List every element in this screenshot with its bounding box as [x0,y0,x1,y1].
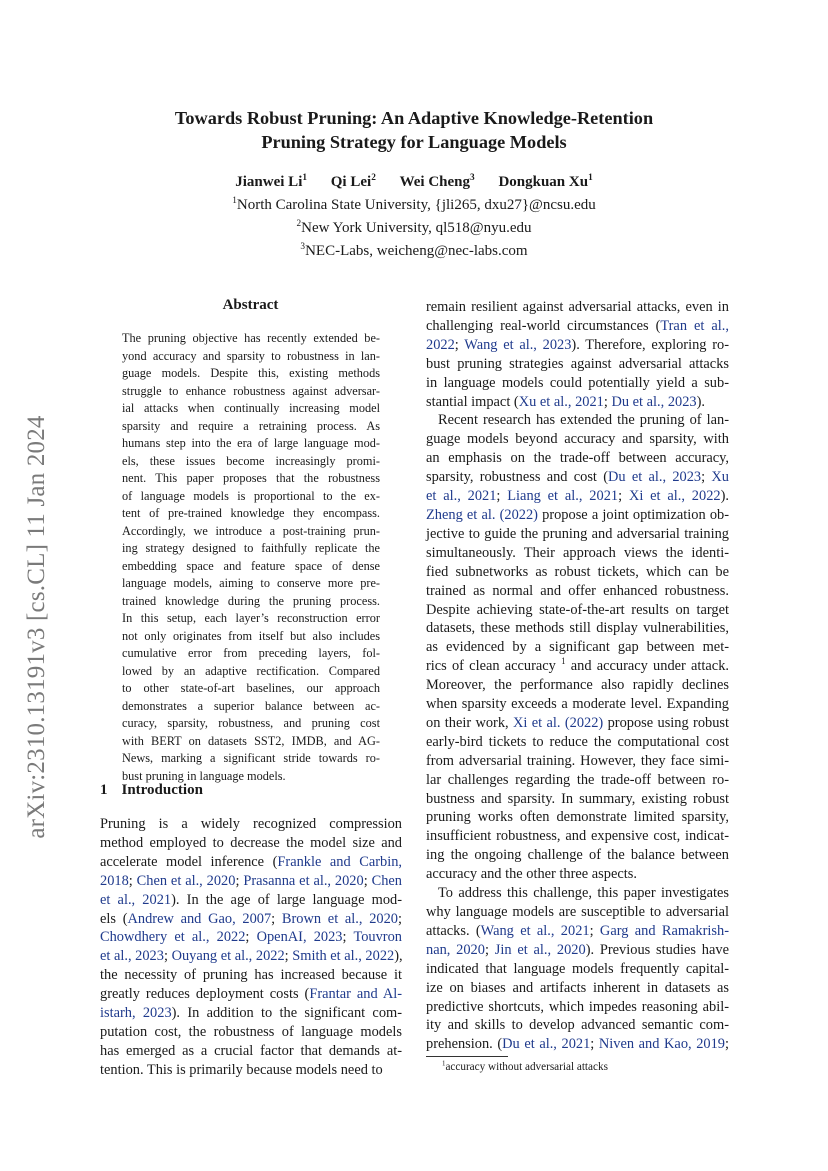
text-segment: ; [603,393,612,410]
text-segment: ; [128,872,137,889]
abstract-line: of language models is proportional to the ex- [122,488,380,503]
citation-link[interactable]: et al., 2021 [100,891,172,908]
text-segment: ; [398,910,402,927]
citation-link[interactable]: Smith et al., 2022 [292,948,395,965]
abstract-line: The pruning objective has recently extended be- [122,331,380,345]
footnote-reference[interactable]: 1 [561,656,566,667]
text-segment: ; [618,488,629,505]
text-segment: bustness and sparsity. In summary, existing robust [426,790,729,807]
citation-link[interactable]: Du et al., 2023 [611,393,697,410]
citation-link[interactable]: Chowdhery et al., 2022 [100,929,246,946]
text-segment: ). [696,393,705,410]
citation-link[interactable]: Wang et al., 2021 [480,922,590,939]
text-segment: early-bird tickets to reduce the computational cost [426,733,729,750]
text-segment: ; [271,910,282,927]
title-line: Pruning Strategy for Language Models [261,132,567,152]
author [400,174,475,190]
text-segment: remain resilient against adversarial attacks, even in [426,299,729,315]
text-line [426,506,729,525]
affiliation-mark: 2 [296,219,302,229]
text-segment: stantial impact ( [426,393,519,410]
affiliation-text: New York University, ql518@nyu.edu [301,220,532,236]
text-line [426,960,729,979]
text-segment: Pruning is a widely recognized compression [100,816,402,832]
text-line [426,582,729,601]
text-segment: method employed to decrease the model size and [100,834,402,851]
text-segment: has emerged as a crucial factor that demands at- [100,1042,402,1059]
text-segment: pruning works often demonstrate limited sparsity, [426,809,729,826]
text-segment: Recent research has extended the pruning of lan- [438,412,729,429]
author-list [100,174,728,191]
text-segment: ), [394,948,403,965]
abstract-line: to other state-of-art baselines, our approach [122,681,380,695]
text-segment: an emphasis on the trade-off between accuracy, [426,450,729,467]
citation-link[interactable]: OpenAI, 2023 [256,929,343,946]
abstract-line: trained knowledge during the pruning process. [122,593,380,608]
citation-link[interactable]: Tran et al., [660,317,729,334]
author [235,174,307,190]
affiliation-text: NEC-Labs, weicheng@nec-labs.com [305,243,528,259]
abstract-line: struggle to enhance robustness against adversar- [122,383,380,398]
text-line [426,998,729,1017]
citation-link[interactable]: 2022 [426,336,455,353]
text-line [426,374,729,393]
text-line [426,317,729,336]
text-line [426,922,729,941]
citation-link[interactable]: Brown et al., 2020 [281,910,398,927]
abstract-line: nent. This paper proposes that the robustness [122,471,380,485]
abstract-line: demonstrates a superior balance between ac- [122,698,380,713]
text-segment: ; [484,941,495,958]
text-line [426,619,729,638]
text-line [426,411,729,430]
text-line [426,884,729,903]
abstract-line: News, marking a significant stride towards ro- [122,751,380,765]
text-line [426,430,729,449]
text-line [100,947,402,966]
text-line [426,657,729,676]
affiliation-mark: 1 [302,173,308,183]
text-segment: accelerate model inference ( [100,853,278,870]
citation-link[interactable]: Chen [371,872,402,889]
author [331,174,376,190]
text-line [100,1004,402,1023]
text-line [426,827,729,846]
text-segment: ; [245,929,257,946]
text-segment: ing the ongoing challenge of the balance between [426,847,729,864]
text-segment: ; [725,1036,729,1053]
citation-link[interactable]: Prasanna et al., 2020 [243,872,364,889]
text-segment: Moreover, the performance also rapidly declines [426,677,729,694]
left-column-text [100,815,402,1080]
text-segment: rics of clean accuracy [426,658,562,675]
text-segment: ). In addition to the significant com- [171,1005,402,1022]
text-segment: in language models could potentially yield a sub- [426,374,729,391]
text-segment: ). In the age of large language mod- [171,891,402,908]
text-segment: challenging real-world circumstances ( [426,317,661,334]
abstract-line: embedding space and feature space of dense [122,558,380,573]
text-line [426,865,729,884]
text-segment: ize on biases and artifacts inherent in datasets as [426,979,729,996]
text-segment: guage models beyond accuracy and sparsity, with [426,431,729,448]
citation-link[interactable]: Andrew and Gao, 2007 [127,910,272,927]
footnote-rule [426,1056,508,1057]
citation-link[interactable]: et al., 2021 [426,488,497,505]
affiliation-mark: 1 [588,173,593,183]
citation-link[interactable]: Frantar and Al- [309,986,403,1003]
abstract-line: ing strategy designed to faithfully replicate the [122,541,380,555]
author [498,174,592,190]
text-segment: els ( [100,910,128,927]
text-segment: ; [589,922,600,939]
text-line [426,676,729,695]
text-line [426,846,729,865]
text-line [100,1061,402,1080]
abstract-line: els, these issues become increasingly promi- [122,453,380,468]
text-segment: indicated that language models frequently capital- [426,960,729,977]
text-segment: ). Previous studies have [585,941,729,958]
text-line [100,815,402,834]
author-name: Qi Lei [330,174,372,190]
text-segment: putation cost, the robustness of language models [100,1023,402,1040]
text-segment: prehension. ( [426,1036,503,1053]
text-line [100,1023,402,1042]
affiliation-mark: 1 [232,196,237,206]
text-segment: ; [363,872,372,889]
text-line [426,903,729,922]
text-segment: the necessity of pruning has increased because it [100,967,402,984]
section-heading [100,782,203,799]
text-line [426,714,729,733]
text-segment: ; [701,469,712,486]
footnote [442,1061,608,1073]
text-segment: ; [454,336,465,353]
affiliation-mark: 3 [300,242,306,252]
text-line [426,393,729,412]
text-line [100,1042,402,1061]
text-segment: bust pruning strategies against adversarial attacks [426,355,729,372]
text-line [426,468,729,487]
text-segment: ; [235,872,244,889]
affiliation [100,243,728,260]
text-segment: and accuracy under attack. [565,658,729,675]
abstract-line: Accordingly, we introduce a post-training prun- [122,523,380,538]
text-line [426,979,729,998]
abstract-line: humans step into the era of large language mod- [122,436,380,450]
footnote-mark: 1 [442,1059,446,1068]
text-line [100,966,402,985]
citation-link[interactable]: Wang et al., 2023 [464,336,572,353]
citation-link[interactable]: Ouyang et al., 2022 [171,948,285,965]
text-line [426,355,729,374]
abstract-line: language models, aiming to conserve more pre- [122,576,380,590]
text-segment: predictive shortcuts, which impedes reasoning abil- [426,998,729,1015]
abstract-line: cumulative error from preceding layers, fol- [122,646,380,660]
text-segment: ; [163,948,172,965]
abstract-line: guage models. Despite this, existing methods [122,366,380,380]
author-name: Wei Cheng [399,174,471,190]
text-line [100,928,402,947]
citation-link[interactable]: Jin et al., 2020 [494,941,586,958]
text-line [426,487,729,506]
section-number: 1 [100,782,108,798]
text-line [100,985,402,1004]
footnote-text: accuracy without adversarial attacks [445,1061,608,1073]
citation-link[interactable]: Xi et al. (2022) [513,714,604,731]
citation-link[interactable]: Touvron [353,929,402,946]
paper-title [100,106,728,154]
citation-link[interactable]: Chen et al., 2020 [136,872,236,889]
text-segment: lar challenges regarding the trade-off between ro- [426,771,729,788]
text-segment: ; [284,948,293,965]
text-segment: simultaneously. Their approach views the identi- [426,544,729,561]
text-line [426,563,729,582]
text-segment: insufficient robustness, and expensive cost, indicat- [426,828,729,845]
text-line [426,601,729,620]
abstract-line: bust pruning in language models. [122,768,286,783]
abstract-line: In this setup, each layer’s reconstruction error [122,611,380,625]
text-segment: ). [720,488,729,505]
text-line [426,695,729,714]
text-segment: jective to guide the pruning and adversarial training [426,525,729,542]
text-line [426,808,729,827]
citation-link[interactable]: nan, 2020 [426,941,485,958]
author-name: Jianwei Li [235,174,303,190]
text-segment: greatly reduces deployment costs ( [100,986,310,1003]
text-segment: tention. This is primarily because models need to [100,1061,383,1078]
text-line [426,638,729,657]
abstract-line: not only originates from itself but also includes [122,628,380,643]
text-segment: as evidenced by a significant gap between met- [426,639,729,656]
text-segment: on their work, [426,714,514,731]
text-segment: sparsity, robustness and cost ( [426,469,608,486]
section-title: Introduction [121,782,203,798]
text-segment: from adversarial training. However, they face simi- [426,752,729,769]
citation-link[interactable]: Xu et al., 2021 [518,393,604,410]
citation-link[interactable]: Xu [711,469,729,486]
text-segment: ). Therefore, exploring ro- [571,336,730,353]
arxiv-identifier [17,371,57,883]
text-line [100,910,402,929]
text-segment: propose a joint optimization ob- [537,506,729,523]
text-line [426,336,729,355]
abstract-line: lowed by an adaptive rectification. Compared [122,663,380,678]
citation-link[interactable]: et al., 2023 [100,948,164,965]
text-segment: fied subnetworks as robust tickets, which can be [426,563,729,580]
text-line [426,525,729,544]
affiliation [100,197,728,214]
citation-link[interactable]: Frankle and Carbin, [277,853,403,870]
text-segment: Despite achieving state-of-the-art results on target [426,601,729,618]
text-segment: accuracy and the other three aspects. [426,866,637,883]
text-line [426,941,729,960]
text-segment: trained as normal and offer enhanced robustness. [426,582,729,599]
text-line [100,891,402,910]
text-line [426,771,729,790]
text-segment: ; [590,1036,599,1053]
text-segment: attacks. ( [426,922,481,939]
text-line [426,449,729,468]
text-segment: ; [342,929,354,946]
text-line [100,834,402,853]
citation-link[interactable]: Du et al., 2023 [608,469,702,486]
abstract-line: with BERT on datasets SST2, IMDB, and AG- [122,733,380,748]
text-line [426,752,729,771]
text-line [426,1016,729,1035]
citation-link[interactable]: Zheng et al. (2022) [426,506,538,523]
abstract-line: ial attacks when continually increasing model [122,401,380,415]
citation-link[interactable]: Du et al., 2021 [502,1036,591,1053]
text-line [426,544,729,563]
citation-link[interactable]: istarh, 2023 [100,1005,172,1022]
text-line [426,790,729,809]
citation-link[interactable]: Liang et al., 2021 [507,488,619,505]
title-line: Towards Robust Pruning: An Adaptive Knowledge-Retention [174,108,654,128]
abstract-body [122,330,380,785]
abstract-line: curacy, sparsity, robustness, and pruning cost [122,716,380,730]
citation-link[interactable]: Xi et al., 2022 [628,488,721,505]
affiliation-mark: 3 [470,173,475,183]
citation-link[interactable]: 2018 [100,872,129,889]
author-name: Dongkuan Xu [498,174,589,190]
affiliation-mark: 2 [371,173,376,183]
abstract-line: sparsity and require a retraining process. As [122,418,380,433]
text-segment: why language models are susceptible to adversarial [426,904,729,920]
text-segment: datasets, these methods still display vulnerabilities, [426,620,729,637]
text-line [100,872,402,891]
text-segment: when sparsity exceeds a moderate level. Expanding [426,696,729,713]
text-segment: ; [496,488,508,505]
affiliation [100,220,728,237]
text-segment: propose using robust [603,714,730,731]
text-segment: ity and skills to develop advanced semantic com- [426,1017,729,1034]
text-line [100,853,402,872]
arxiv-identifier-text: arXiv:2310.13191v3 [cs.CL] 11 Jan 2024 [23,415,50,839]
text-line [426,733,729,752]
abstract-heading: Abstract [222,297,279,313]
text-segment: To address this challenge, this paper investigates [438,885,729,902]
abstract-line: tent of pre-trained knowledge they encompass. [122,506,380,520]
text-line [426,1035,729,1054]
affiliation-text: North Carolina State University, {jli265, dxu27}@ncsu.edu [236,197,596,213]
abstract-line: yond accuracy and sparsity to robustness in lan- [122,348,380,363]
text-line [426,298,729,317]
citation-link[interactable]: Niven and Kao, 2019 [598,1036,725,1053]
right-column-text [426,298,729,1054]
citation-link[interactable]: Garg and Ramakrish- [599,922,729,939]
